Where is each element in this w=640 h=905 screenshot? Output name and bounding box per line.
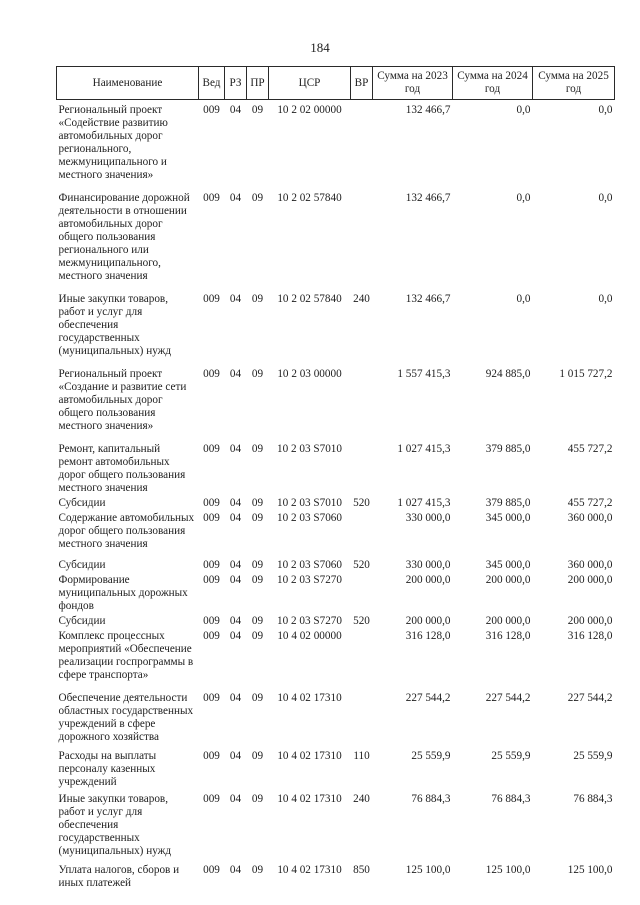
- cell-vr: [351, 628, 373, 682]
- cell-ved: 009: [203, 574, 220, 586]
- column-header-csr: ЦСР: [269, 67, 351, 100]
- cell-vr: 110: [353, 750, 370, 762]
- cell-sum-2023: 330 000,0: [405, 512, 451, 524]
- cell-csr: 10 2 03 00000: [277, 368, 342, 380]
- cell-pr: 09: [251, 192, 264, 204]
- cell-csr: 10 2 02 57840: [277, 293, 342, 305]
- cell-ved: 009: [203, 559, 220, 571]
- cell-vr: 240: [353, 293, 370, 305]
- cell-rz: 04: [229, 512, 242, 524]
- cell-pr: 09: [251, 368, 264, 380]
- cell-sum-2024: 125 100,0: [485, 864, 531, 876]
- cell-ved: 009: [203, 293, 220, 305]
- cell-name: Содержание автомобильных дорог общего пользования местного значения: [58, 512, 195, 550]
- cell-sum-2025: 200 000,0: [567, 574, 613, 586]
- column-header-ved: Вед: [199, 67, 225, 100]
- cell-sum-2025: 0,0: [598, 293, 613, 305]
- cell-csr: 10 4 02 17310: [277, 692, 342, 704]
- cell-sum-2023: 25 559,9: [411, 750, 451, 762]
- cell-rz: 04: [229, 615, 242, 627]
- cell-name: Субсидии: [58, 497, 106, 509]
- cell-sum-2025: 316 128,0: [567, 630, 613, 642]
- cell-vr: [351, 182, 373, 283]
- cell-name: Субсидии: [58, 559, 106, 571]
- cell-pr: 09: [251, 293, 264, 305]
- table-row: [57, 858, 615, 890]
- cell-sum-2025: 227 544,2: [567, 692, 613, 704]
- cell-sum-2025: 200 000,0: [567, 615, 613, 627]
- cell-rz: 04: [229, 443, 242, 455]
- cell-pr: 09: [251, 104, 264, 116]
- page-number: 184: [310, 40, 330, 55]
- cell-ved: 009: [203, 615, 220, 627]
- cell-name: Комплекс процессных мероприятий «Обеспечение реализации госпрограммы в сфере транспорта»: [58, 630, 194, 681]
- column-header-name: Наименование: [57, 67, 199, 100]
- cell-sum-2024: 924 885,0: [485, 368, 531, 380]
- cell-pr: 09: [251, 793, 264, 805]
- cell-ved: 009: [203, 192, 220, 204]
- cell-name: Ремонт, капитальный ремонт автомобильных дорог общего пользования местного значения: [58, 443, 186, 494]
- cell-sum-2025: 0,0: [598, 192, 613, 204]
- cell-csr: 10 4 02 17310: [277, 864, 342, 876]
- cell-name: Иные закупки товаров, работ и услуг для обеспечения государственных (муниципальных) нужд: [58, 793, 172, 857]
- cell-sum-2023: 132 466,7: [405, 293, 451, 305]
- cell-name: Расходы на выплаты персоналу казенных учреждений: [58, 750, 157, 788]
- cell-sum-2023: 1 027 415,3: [397, 443, 451, 455]
- cell-sum-2024: 0,0: [516, 192, 531, 204]
- cell-ved: 009: [203, 750, 220, 762]
- cell-pr: 09: [251, 512, 264, 524]
- cell-sum-2024: 200 000,0: [485, 574, 531, 586]
- cell-sum-2024: 0,0: [516, 104, 531, 116]
- cell-sum-2025: 360 000,0: [567, 512, 613, 524]
- cell-rz: 04: [229, 368, 242, 380]
- cell-rz: 04: [229, 630, 242, 642]
- cell-pr: 09: [251, 630, 264, 642]
- cell-sum-2024: 25 559,9: [491, 750, 531, 762]
- cell-sum-2024: 76 884,3: [491, 793, 531, 805]
- table-row: [57, 789, 615, 858]
- cell-rz: 04: [229, 104, 242, 116]
- table-row: [57, 495, 615, 510]
- cell-rz: 04: [229, 692, 242, 704]
- table-row: [57, 613, 615, 628]
- cell-rz: 04: [229, 750, 242, 762]
- cell-name: Субсидии: [58, 615, 106, 627]
- cell-name: Региональный проект «Содействие развитию автомобильных дорог регионального, межмуниципального и местного значения»: [58, 104, 168, 181]
- cell-pr: 09: [251, 692, 264, 704]
- cell-ved: 009: [203, 497, 220, 509]
- cell-pr: 09: [251, 497, 264, 509]
- cell-vr: 520: [353, 497, 370, 509]
- cell-sum-2025: 0,0: [598, 104, 613, 116]
- cell-ved: 009: [203, 368, 220, 380]
- cell-name: Региональный проект «Создание и развитие сети автомобильных дорог общего пользования местного значения»: [58, 368, 187, 432]
- cell-ved: 009: [203, 512, 220, 524]
- cell-ved: 009: [203, 793, 220, 805]
- column-header-sum-2024: Сумма на 2024 год: [453, 67, 533, 100]
- cell-sum-2023: 1 557 415,3: [397, 368, 451, 380]
- cell-ved: 009: [203, 630, 220, 642]
- cell-vr: 520: [353, 615, 370, 627]
- table-row: [57, 551, 615, 572]
- cell-sum-2023: 125 100,0: [405, 864, 451, 876]
- cell-pr: 09: [251, 750, 264, 762]
- cell-csr: 10 2 03 S7060: [277, 559, 342, 571]
- table-row: [57, 433, 615, 495]
- cell-ved: 009: [203, 443, 220, 455]
- cell-csr: 10 2 03 S7060: [277, 512, 342, 524]
- cell-vr: 520: [353, 559, 370, 571]
- cell-sum-2024: 316 128,0: [485, 630, 531, 642]
- cell-name: Уплата налогов, сборов и иных платежей: [58, 864, 180, 889]
- column-header-rz: РЗ: [225, 67, 247, 100]
- cell-sum-2024: 200 000,0: [485, 615, 531, 627]
- cell-vr: [351, 572, 373, 613]
- cell-vr: [351, 100, 373, 183]
- cell-ved: 009: [203, 104, 220, 116]
- cell-sum-2023: 316 128,0: [405, 630, 451, 642]
- table-row: [57, 744, 615, 789]
- cell-name: Формирование муниципальных дорожных фондов: [58, 574, 188, 612]
- cell-sum-2023: 200 000,0: [405, 615, 451, 627]
- cell-pr: 09: [251, 615, 264, 627]
- column-header-vr: ВР: [351, 67, 373, 100]
- table-header-row: [57, 67, 615, 100]
- cell-name: Финансирование дорожной деятельности в отношении автомобильных дорог общего пользования регионального или межмуниципального, местного значения: [58, 192, 190, 282]
- table-row: [57, 100, 615, 183]
- cell-sum-2023: 330 000,0: [405, 559, 451, 571]
- cell-sum-2024: 227 544,2: [485, 692, 531, 704]
- cell-csr: 10 2 03 S7270: [277, 574, 342, 586]
- cell-sum-2024: 379 885,0: [485, 443, 531, 455]
- cell-csr: 10 2 03 S7010: [277, 443, 342, 455]
- table-row: [57, 682, 615, 744]
- cell-vr: 240: [353, 793, 370, 805]
- cell-csr: 10 4 02 17310: [277, 793, 342, 805]
- cell-sum-2025: 455 727,2: [567, 443, 613, 455]
- cell-rz: 04: [229, 574, 242, 586]
- cell-csr: 10 4 02 17310: [277, 750, 342, 762]
- cell-sum-2024: 345 000,0: [485, 512, 531, 524]
- budget-table: [56, 66, 615, 890]
- cell-pr: 09: [251, 574, 264, 586]
- cell-csr: 10 2 03 S7010: [277, 497, 342, 509]
- table-row: [57, 182, 615, 283]
- cell-sum-2025: 360 000,0: [567, 559, 613, 571]
- cell-sum-2024: 345 000,0: [485, 559, 531, 571]
- cell-vr: [351, 510, 373, 551]
- table-row: [57, 572, 615, 613]
- cell-sum-2023: 227 544,2: [405, 692, 451, 704]
- cell-pr: 09: [251, 443, 264, 455]
- cell-sum-2025: 25 559,9: [573, 750, 613, 762]
- cell-sum-2025: 455 727,2: [567, 497, 613, 509]
- cell-vr: [351, 433, 373, 495]
- table-row: [57, 283, 615, 358]
- cell-vr: 850: [353, 864, 370, 876]
- column-header-sum-2025: Сумма на 2025 год: [533, 67, 615, 100]
- cell-sum-2025: 125 100,0: [567, 864, 613, 876]
- cell-rz: 04: [229, 559, 242, 571]
- cell-sum-2024: 379 885,0: [485, 497, 531, 509]
- cell-sum-2023: 1 027 415,3: [397, 497, 451, 509]
- cell-vr: [351, 358, 373, 433]
- table-row: [57, 358, 615, 433]
- cell-rz: 04: [229, 293, 242, 305]
- cell-sum-2025: 76 884,3: [573, 793, 613, 805]
- column-header-sum-2023: Сумма на 2023 год: [373, 67, 453, 100]
- cell-sum-2025: 1 015 727,2: [559, 368, 613, 380]
- cell-sum-2024: 0,0: [516, 293, 531, 305]
- cell-rz: 04: [229, 497, 242, 509]
- cell-csr: 10 2 02 00000: [277, 104, 342, 116]
- cell-csr: 10 4 02 00000: [277, 630, 342, 642]
- cell-rz: 04: [229, 192, 242, 204]
- cell-ved: 009: [203, 864, 220, 876]
- cell-name: Иные закупки товаров, работ и услуг для обеспечения государственных (муниципальных) нужд: [58, 293, 172, 357]
- cell-rz: 04: [229, 793, 242, 805]
- cell-ved: 009: [203, 692, 220, 704]
- cell-csr: 10 2 02 57840: [277, 192, 342, 204]
- column-header-pr: ПР: [247, 67, 269, 100]
- table-row: [57, 628, 615, 682]
- cell-sum-2023: 200 000,0: [405, 574, 451, 586]
- cell-pr: 09: [251, 864, 264, 876]
- cell-pr: 09: [251, 559, 264, 571]
- cell-rz: 04: [229, 864, 242, 876]
- cell-sum-2023: 132 466,7: [405, 192, 451, 204]
- cell-csr: 10 2 03 S7270: [277, 615, 342, 627]
- cell-name: Обеспечение деятельности областных государственных учреждений в сфере дорожного хозяйства: [58, 692, 194, 743]
- cell-sum-2023: 132 466,7: [405, 104, 451, 116]
- table-body: [57, 100, 615, 891]
- table-row: [57, 510, 615, 551]
- cell-vr: [351, 682, 373, 744]
- cell-sum-2023: 76 884,3: [411, 793, 451, 805]
